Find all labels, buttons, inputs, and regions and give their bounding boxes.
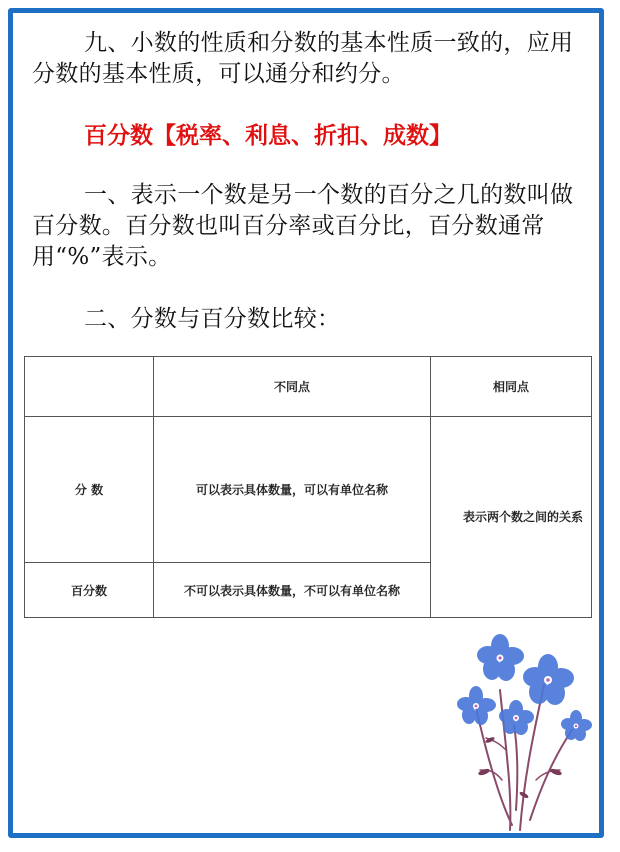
paragraph-definition: 一、表示一个数是另一个数的百分之几的数叫做百分数。百分数也叫百分率或百分比，百分数通常用“%”表示。 (32, 182, 574, 270)
row-label-percent: 百分数 (25, 563, 154, 618)
row-difference-fraction: 可以表示具体数量，可以有单位名称 (154, 417, 431, 563)
header-same: 相同点 (431, 357, 592, 417)
flower-decoration-icon (440, 630, 600, 835)
row-difference-percent: 不可以表示具体数量，不可以有单位名称 (154, 563, 431, 618)
header-difference: 不同点 (154, 357, 431, 417)
table-header-row (25, 357, 592, 417)
header-empty-cell (25, 357, 154, 417)
section-heading: 百分数【税率、利息、折扣、成数】 (84, 122, 452, 149)
same-point-cell: 表示两个数之间的关系 (431, 417, 592, 618)
paragraph-comparison-intro: 二、分数与百分数比较： (84, 306, 341, 332)
comparison-table (24, 356, 592, 618)
table-row (25, 417, 592, 563)
paragraph-property: 九、小数的性质和分数的基本性质一致的，应用分数的基本性质，可以通分和约分。 (32, 30, 574, 87)
row-label-fraction: 分 数 (25, 417, 154, 563)
